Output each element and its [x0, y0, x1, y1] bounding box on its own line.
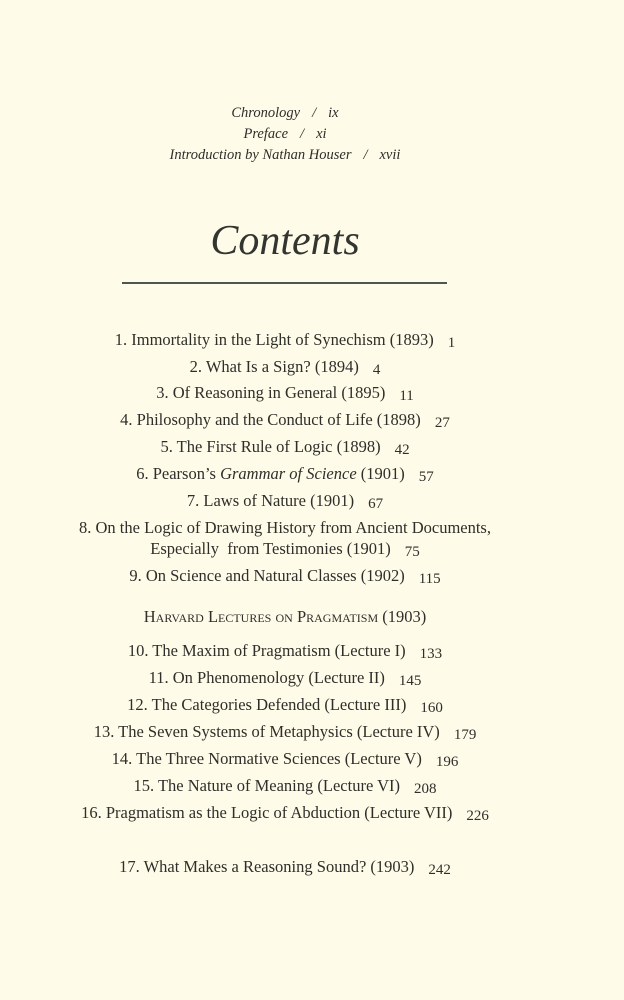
toc-entry-17[interactable] [0, 857, 570, 878]
toc-entry-5[interactable] [0, 437, 570, 458]
entry-number: 5. [160, 437, 173, 456]
entry-number: 14. [111, 749, 133, 768]
entry-page: 57 [418, 469, 434, 485]
front-matter-page: xi [316, 126, 327, 142]
entry-title-italic: Grammar of Science [220, 464, 357, 483]
entry-page: 1 [447, 335, 456, 351]
entry-number: 11. [148, 668, 169, 687]
entry-title: The Categories Defended (Lecture III) [151, 695, 407, 714]
entry-page: 208 [414, 781, 437, 797]
entry-page: 145 [398, 673, 422, 689]
page-title: Contents [210, 218, 360, 264]
entry-page: 11 [399, 388, 414, 404]
entry-page: 115 [418, 571, 441, 587]
entry-page: 4 [372, 362, 381, 378]
entry-number: 1. [114, 330, 128, 349]
section-heading-text: Harvard Lectures on Pragmatism [143, 607, 379, 626]
front-matter-separator: / [300, 126, 305, 142]
toc-entry-15[interactable] [0, 776, 570, 797]
toc-entry-2[interactable] [0, 357, 570, 378]
title-rule-divider [122, 282, 447, 284]
entry-page: 27 [434, 415, 450, 431]
front-matter-label: Introduction by Nathan Houser [169, 147, 352, 163]
toc-entry-12[interactable] [0, 695, 570, 716]
entry-title: Immortality in the Light of Synechism (1893) [131, 330, 434, 349]
entry-title: The Three Normative Sciences (Lecture V) [136, 749, 422, 768]
toc-entry-8[interactable] [0, 518, 570, 538]
entry-number: 8. [79, 518, 92, 537]
front-matter-preface[interactable] [0, 124, 570, 144]
entry-title-line1: On the Logic of Drawing History from Ancient Documents, [95, 518, 491, 537]
toc-entry-11[interactable] [0, 668, 570, 689]
entry-title: Pragmatism as the Logic of Abduction (Lecture VII) [105, 803, 453, 822]
entry-page: 133 [419, 646, 443, 662]
front-matter-page: ix [328, 105, 339, 121]
toc-entry-6[interactable] [0, 464, 570, 485]
front-matter-label: Chronology [231, 105, 301, 121]
toc-entry-9[interactable] [0, 566, 570, 587]
entry-number: 4. [120, 410, 133, 429]
entry-number: 3. [156, 383, 169, 402]
toc-entry-10[interactable] [0, 641, 570, 662]
entry-number: 6. [136, 464, 149, 483]
entry-number: 10. [127, 641, 149, 660]
entry-title-post: (1901) [356, 464, 405, 483]
toc-entry-14[interactable] [0, 749, 570, 770]
entry-page: 179 [453, 727, 477, 743]
entry-number: 7. [186, 491, 200, 510]
front-matter-separator: / [312, 105, 317, 121]
entry-title: Of Reasoning in General (1895) [172, 383, 386, 402]
entry-title-pre: Pearson’s [152, 464, 221, 483]
entry-number: 15. [133, 776, 155, 795]
entry-title: The Nature of Meaning (Lecture VI) [157, 776, 400, 795]
entry-number: 17. [119, 857, 140, 876]
entry-title: Laws of Nature (1901) [203, 491, 355, 510]
entry-title: On Science and Natural Classes (1902) [145, 566, 405, 585]
entry-page: 75 [404, 544, 420, 560]
toc-entry-1[interactable] [0, 330, 570, 351]
section-heading-year: (1903) [382, 607, 427, 626]
toc-entry-4[interactable] [0, 410, 570, 431]
entry-title-line2: Especially from Testimonies (1901) [150, 539, 391, 558]
entry-title: Philosophy and the Conduct of Life (1898) [136, 410, 421, 429]
entry-page: 196 [435, 754, 459, 770]
entry-number: 12. [127, 695, 148, 714]
section-heading [0, 607, 570, 627]
front-matter-chronology[interactable] [0, 103, 570, 123]
toc-entry-16[interactable] [0, 803, 570, 824]
front-matter-page: xvii [379, 147, 401, 163]
entry-number: 13. [93, 722, 115, 741]
toc-entry-3[interactable] [0, 383, 570, 404]
entry-title: On Phenomenology (Lecture II) [172, 668, 385, 687]
entry-number: 9. [129, 566, 142, 585]
entry-page: 160 [420, 700, 443, 716]
entry-title: What Is a Sign? (1894) [205, 357, 359, 376]
entry-title: What Makes a Reasoning Sound? (1903) [143, 857, 415, 876]
entry-title: The First Rule of Logic (1898) [176, 437, 381, 456]
entry-title: The Seven Systems of Metaphysics (Lecture IV) [118, 722, 440, 741]
toc-entry-7[interactable] [0, 491, 570, 512]
entry-number: 16. [81, 803, 102, 822]
front-matter-introduction[interactable] [0, 145, 570, 165]
entry-page: 226 [466, 808, 489, 824]
front-matter-label: Preface [243, 126, 289, 142]
toc-entry-8-continued[interactable] [0, 539, 570, 560]
entry-page: 67 [368, 496, 384, 512]
entry-page: 42 [394, 442, 410, 458]
front-matter-separator: / [363, 147, 368, 163]
entry-number: 2. [189, 357, 202, 376]
entry-title: The Maxim of Pragmatism (Lecture I) [152, 641, 406, 660]
toc-entry-13[interactable] [0, 722, 570, 743]
entry-page: 242 [428, 862, 451, 878]
